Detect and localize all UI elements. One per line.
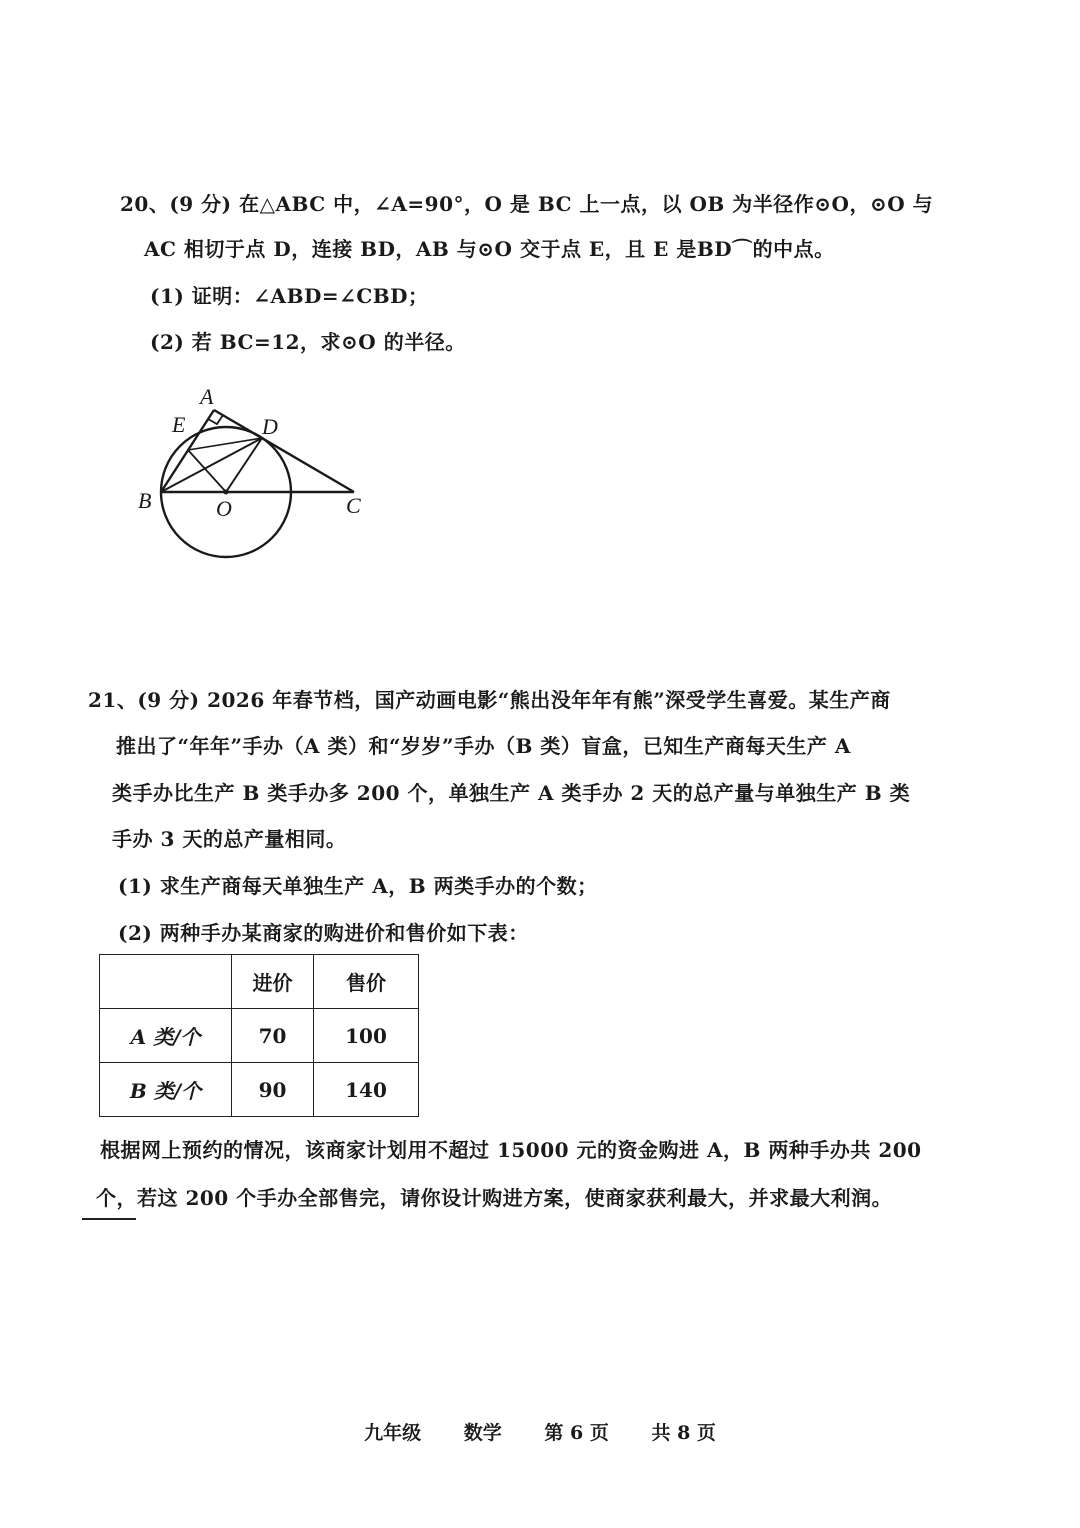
table-row (100, 1009, 419, 1063)
page-footer (0, 1418, 1080, 1445)
label-e: E (172, 412, 186, 437)
label-o: O (216, 496, 232, 521)
table-cell-price: 100 (314, 1009, 419, 1063)
table-row (100, 1063, 419, 1117)
label-c: C (346, 493, 361, 518)
underline-mark (82, 1218, 136, 1220)
table-header-cell (100, 955, 232, 1009)
q20-line-1: 20、(9 分) 在△ABC 中，∠A=90°，O 是 BC 上一点，以 OB 为半径作⊙O，⊙O 与 (120, 192, 934, 216)
segment-ab (161, 410, 214, 492)
table-cell-cost: 90 (232, 1063, 314, 1117)
q20-part-1: (1) 证明：∠ABD=∠CBD； (150, 284, 429, 308)
q20-line-2: AC 相切于点 D，连接 BD，AB 与⊙O 交于点 E，且 E 是BD⌒的中点。 (144, 237, 835, 261)
table-cell-label: B 类/个 (100, 1063, 232, 1117)
q21-line-4: 手办 3 天的总产量相同。 (112, 827, 347, 851)
segment-od (226, 438, 262, 492)
label-a: A (200, 384, 214, 409)
table-cell-cost: 70 (232, 1009, 314, 1063)
footer-total: 共 8 页 (651, 1422, 716, 1444)
q21-line-2: 推出了“年年”手办（A 类）和“岁岁”手办（B 类）盲盒，已知生产商每天生产 A (116, 734, 851, 758)
q21-line-3: 类手办比生产 B 类手办多 200 个，单独生产 A 类手办 2 天的总产量与单独生产 B 类 (112, 781, 911, 805)
table-cell-label: A 类/个 (100, 1009, 232, 1063)
q21-line-6: 个，若这 200 个手办全部售完，请你设计购进方案，使商家获利最大，并求最大利润。 (96, 1186, 893, 1210)
footer-subject: 数学 (463, 1422, 502, 1444)
table-header-cell: 售价 (314, 955, 419, 1009)
table-header-cell: 进价 (232, 955, 314, 1009)
label-b: B (138, 488, 152, 513)
q21-line-1: 21、(9 分) 2026 年春节档，国产动画电影“熊出没年年有熊”深受学生喜爱。某生产商 (88, 688, 891, 712)
label-d: D (262, 414, 278, 439)
q21-part-2: (2) 两种手办某商家的购进价和售价如下表： (118, 921, 529, 945)
geometry-figure (128, 380, 388, 580)
center-point-o (224, 490, 229, 495)
footer-page: 第 6 页 (544, 1422, 609, 1444)
table-cell-price: 140 (314, 1063, 419, 1117)
price-table (99, 954, 419, 1117)
segment-oe (188, 450, 226, 492)
q21-part-1: (1) 求生产商每天单独生产 A，B 两类手办的个数； (118, 874, 598, 898)
table-header-row (100, 955, 419, 1009)
footer-grade: 九年级 (364, 1422, 422, 1444)
q21-line-5: 根据网上预约的情况，该商家计划用不超过 15000 元的资金购进 A，B 两种手办共 200 (100, 1138, 922, 1162)
q20-part-2: (2) 若 BC=12，求⊙O 的半径。 (150, 330, 466, 354)
